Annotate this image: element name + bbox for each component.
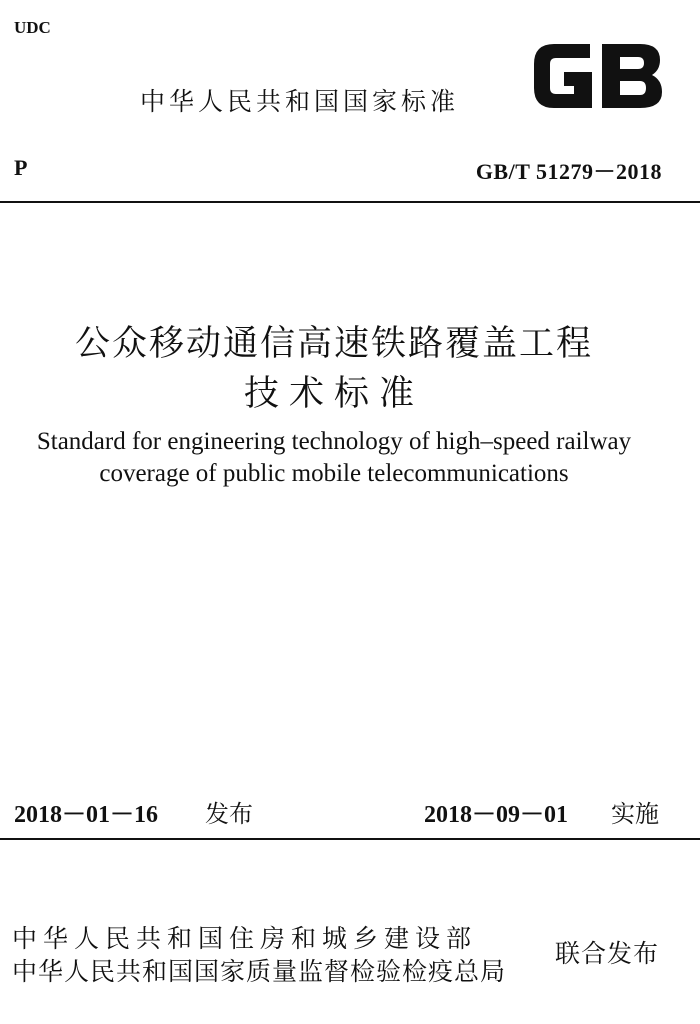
- national-standard-heading: 中华人民共和国国家标准: [140, 87, 460, 116]
- joint-release-label: 联合发布: [555, 939, 660, 968]
- title-chinese-line2: 技术标准: [243, 374, 424, 414]
- issue-label: 发布: [205, 800, 253, 828]
- title-english-line2: coverage of public mobile telecommunications: [99, 460, 569, 487]
- implementation-label: 实施: [611, 800, 659, 828]
- top-divider: [0, 201, 700, 203]
- classification-code: P: [14, 155, 28, 180]
- issue-date: 2018－01－16: [14, 802, 158, 828]
- issuer-line1: 中华人民共和国住房和城乡建设部: [12, 924, 478, 953]
- title-english-line1: Standard for engineering technology of high–speed railway: [36, 428, 632, 455]
- issuer-line2: 中华人民共和国国家质量监督检验检疫总局: [12, 957, 507, 986]
- title-chinese-line1: 公众移动通信高速铁路覆盖工程: [74, 324, 593, 364]
- udc-label: UDC: [14, 18, 51, 37]
- gb-logo-icon: [528, 38, 666, 114]
- bottom-divider: [0, 838, 700, 840]
- implementation-date: 2018－09－01: [424, 802, 568, 828]
- standard-number: GB/T 51279－2018: [475, 159, 662, 184]
